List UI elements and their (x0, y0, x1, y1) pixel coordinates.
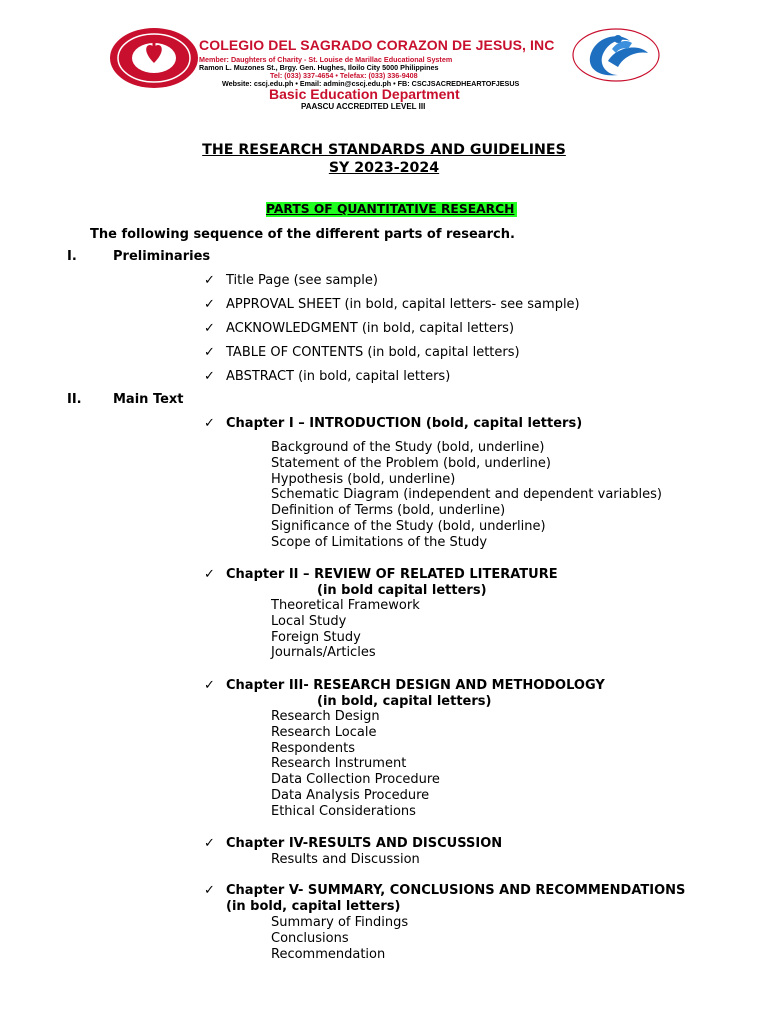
list-item: Summary of Findings (271, 915, 409, 930)
list-item: Conclusions (271, 930, 349, 946)
list-item: Data Collection Procedure (271, 772, 440, 788)
list-item: Scope of Limitations of the Study (271, 534, 488, 550)
document-title: THE RESEARCH STANDARDS AND GUIDELINES (202, 142, 566, 158)
chapter-items (271, 709, 440, 820)
list-item: Statement of the Problem (bold, underline) (271, 455, 551, 471)
chapter-subtitle: (in bold capital letters) (317, 583, 487, 598)
list-item: Recommendation (271, 946, 386, 962)
chapter-title: Chapter I – INTRODUCTION (bold, capital letters) (226, 416, 583, 431)
list-item: ABSTRACT (in bold, capital letters) (226, 369, 451, 384)
chapter-items (271, 440, 662, 551)
parts-heading: PARTS OF QUANTITATIVE RESEARCH (266, 202, 517, 217)
address-line: Ramon L. Muzones St., Brgy. Gen. Hughes, Iloilo City 5000 Philippines (199, 63, 439, 72)
daughters-of-charity-logo-icon (572, 27, 662, 82)
check-icon: ✓ (204, 297, 215, 312)
list-item: TABLE OF CONTENTS (in bold, capital letters) (226, 345, 520, 360)
check-icon: ✓ (204, 369, 215, 384)
list-item: Respondents (271, 740, 356, 756)
check-icon: ✓ (204, 836, 215, 851)
list-item: Local Study (271, 613, 347, 629)
school-year: SY 2023-2024 (328, 160, 440, 176)
list-item: APPROVAL SHEET (in bold, capital letters- see sample) (226, 297, 580, 312)
section-title: Preliminaries (113, 249, 211, 264)
intro-text: The following sequence of the different parts of research. (90, 227, 515, 242)
list-item: Hypothesis (bold, underline) (271, 471, 456, 487)
chapter-title: Chapter II – REVIEW OF RELATED LITERATURE (226, 567, 558, 582)
list-item: Significance of the Study (bold, underline) (271, 518, 546, 534)
department-name: Basic Education Department (269, 86, 460, 102)
check-icon: ✓ (204, 678, 215, 693)
check-icon: ✓ (204, 321, 215, 336)
list-item: Data Analysis Procedure (271, 787, 430, 803)
chapter-title: Chapter III- RESEARCH DESIGN AND METHODOLOGY (226, 678, 605, 693)
list-item: Ethical Considerations (271, 803, 416, 819)
list-item: Theoretical Framework (271, 598, 420, 613)
check-icon: ✓ (204, 345, 215, 360)
check-icon: ✓ (204, 273, 215, 288)
tel-line: Tel: (033) 337-4654 • Telefax: (033) 336-9408 (270, 71, 418, 80)
check-icon: ✓ (204, 567, 215, 582)
chapter-title: Chapter IV-RESULTS AND DISCUSSION (226, 836, 503, 851)
list-item: Results and Discussion (271, 852, 420, 867)
accreditation-line: PAASCU ACCREDITED LEVEL III (301, 102, 426, 111)
list-item: Research Instrument (271, 756, 407, 772)
list-item: Foreign Study (271, 629, 361, 645)
list-item: Research Locale (271, 724, 377, 740)
check-icon: ✓ (204, 416, 215, 431)
chapter-subtitle: (in bold, capital letters) (226, 899, 401, 914)
list-item: Research Design (271, 709, 380, 724)
web-line: Website: cscj.edu.ph • Email: admin@cscj.edu.ph • FB: CSCJSACREDHEARTOFJESUS (222, 79, 520, 88)
chapter-subtitle: (in bold, capital letters) (317, 694, 492, 709)
check-icon: ✓ (204, 883, 215, 898)
section-title: Main Text (113, 392, 184, 407)
school-name: COLEGIO DEL SAGRADO CORAZON DE JESUS, INC (199, 37, 555, 53)
list-item: ACKNOWLEDGMENT (in bold, capital letters) (226, 321, 515, 336)
list-item: Schematic Diagram (independent and dependent variables) (271, 487, 662, 503)
section-numeral: I. (67, 249, 77, 264)
section-numeral: II. (67, 392, 82, 407)
chapter-items (271, 852, 420, 868)
chapter-title: Chapter V- SUMMARY, CONCLUSIONS AND RECOMMENDATIONS (226, 883, 686, 898)
list-item: Background of the Study (bold, underline) (271, 440, 545, 455)
list-item: Title Page (see sample) (226, 273, 378, 288)
list-item: Journals/Articles (271, 645, 376, 661)
school-seal-icon (108, 27, 200, 89)
member-line: Member: Daughters of Charity - St. Louise de Marillac Educational System (199, 55, 453, 64)
chapter-items (271, 915, 408, 962)
list-item: Definition of Terms (bold, underline) (271, 503, 506, 519)
chapter-items (271, 598, 420, 661)
